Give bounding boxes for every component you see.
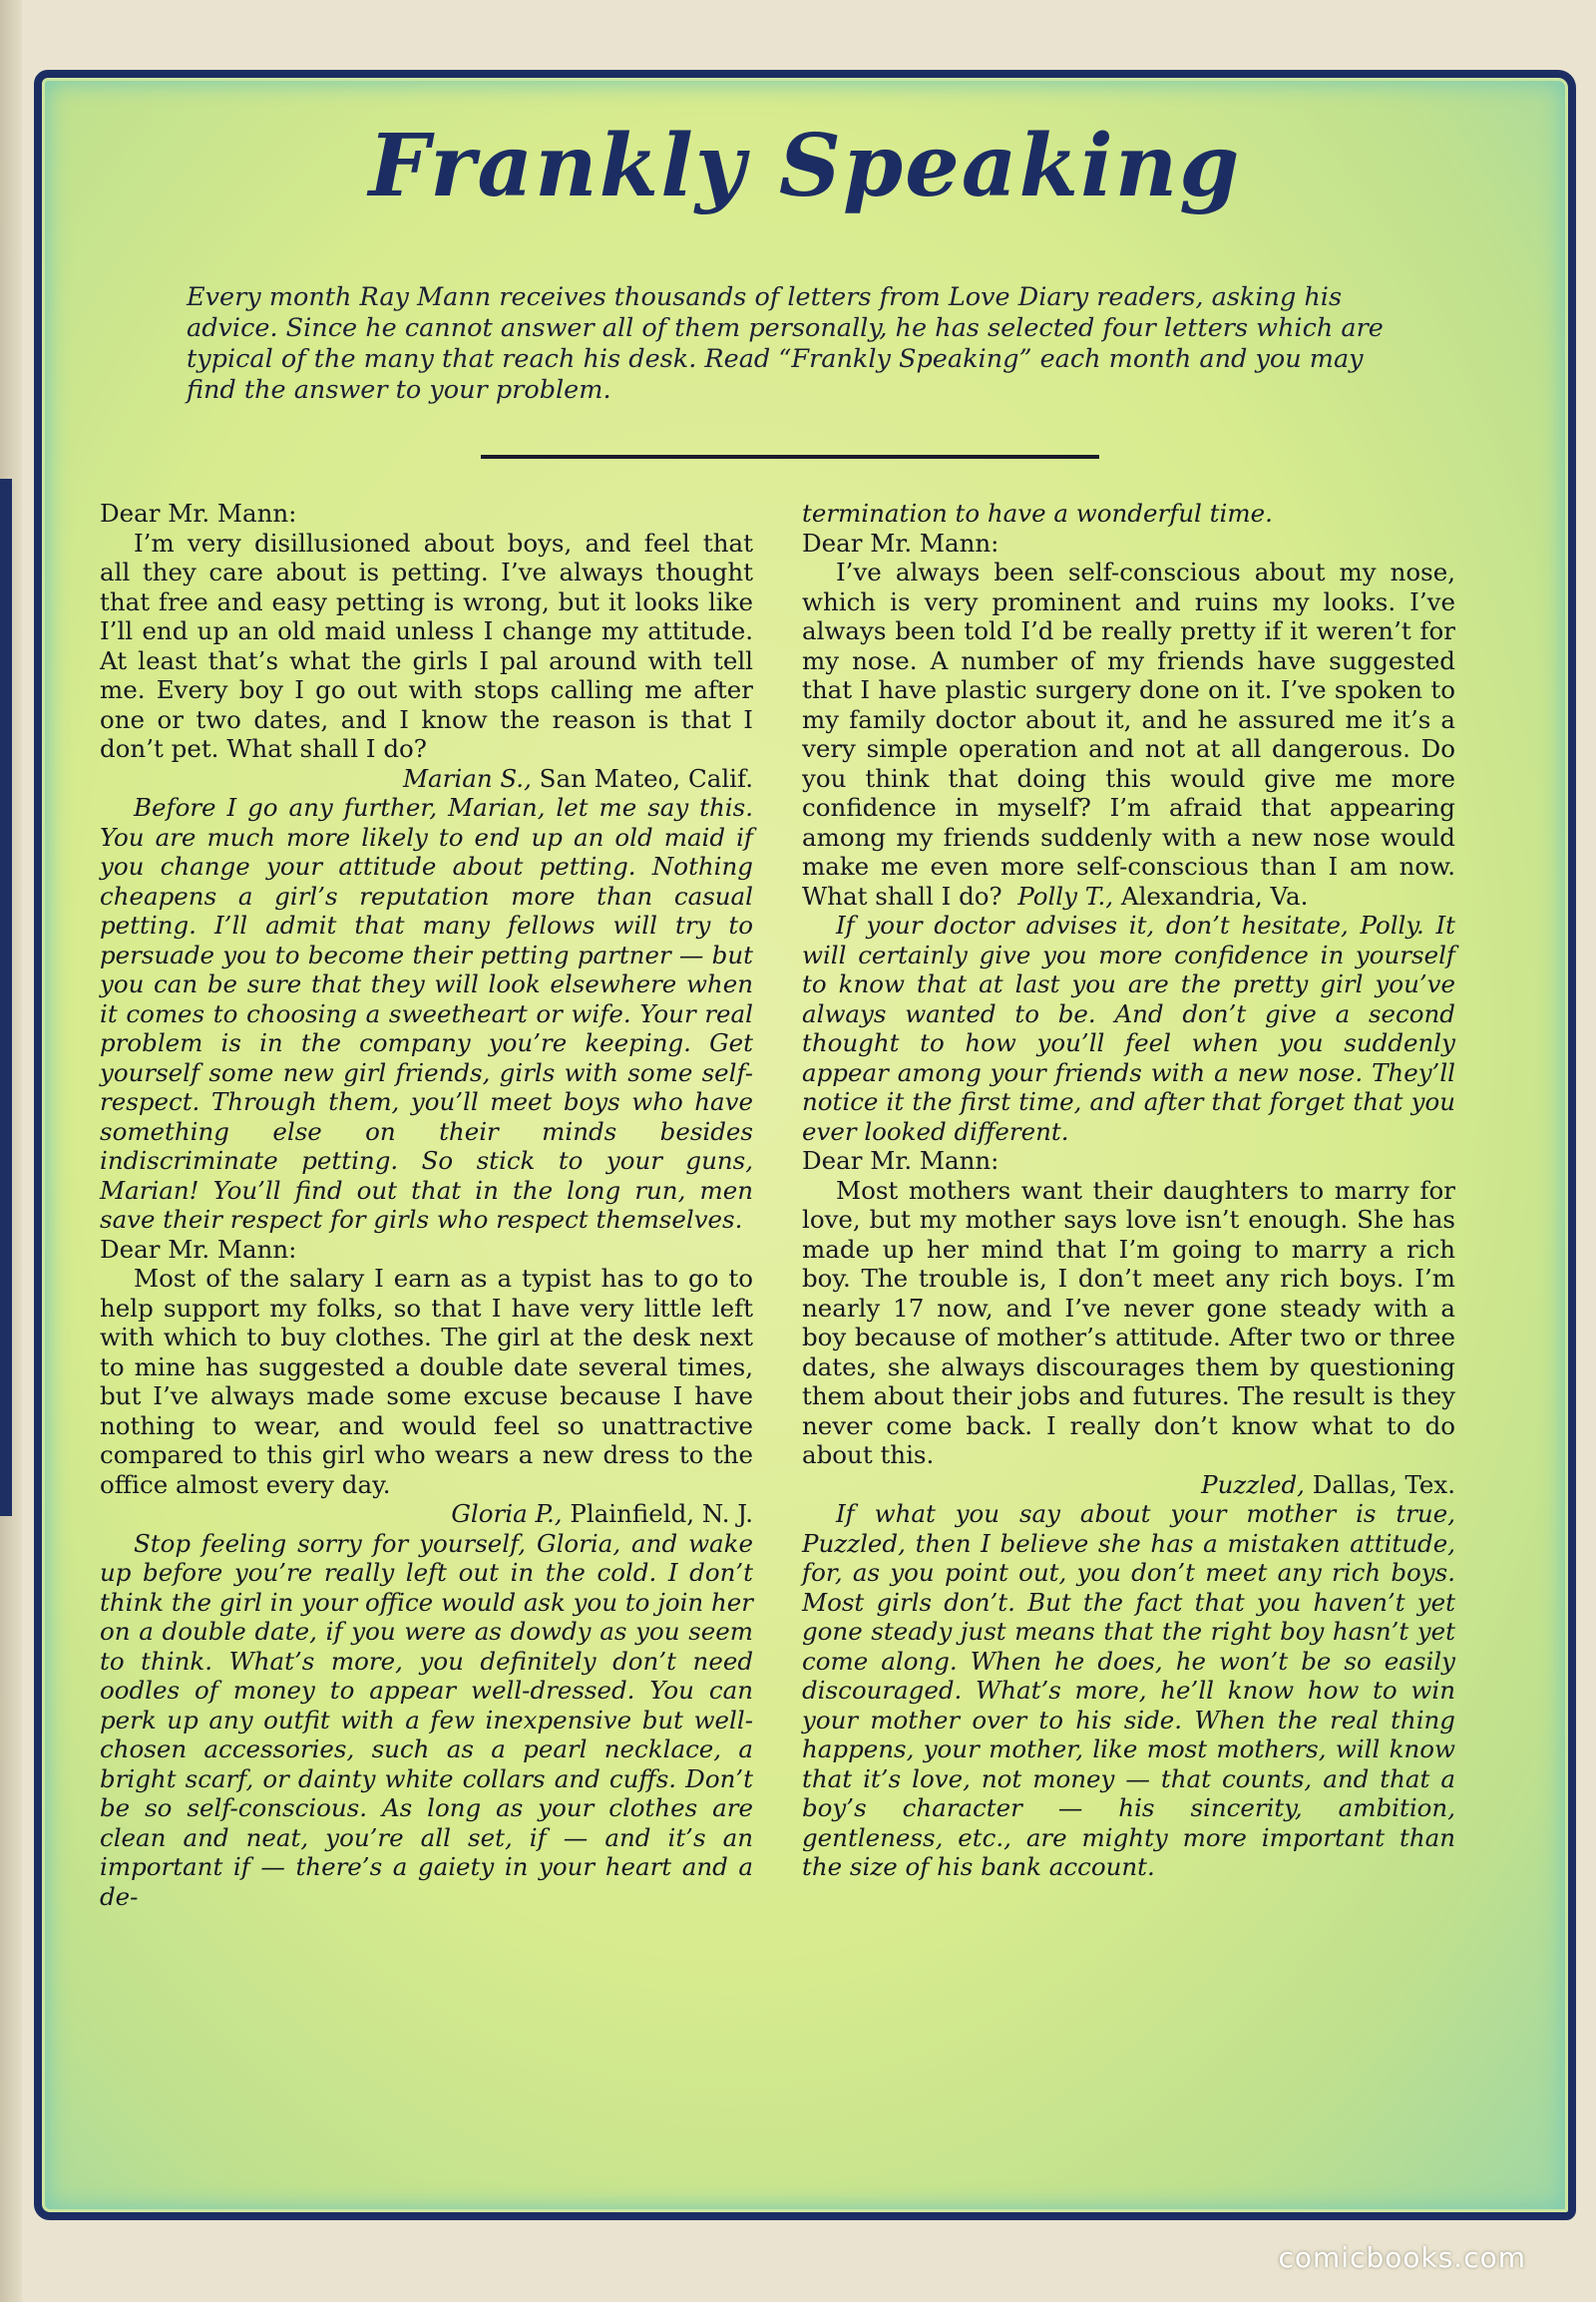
divider-rule <box>481 455 1099 459</box>
letter-body: Most mothers want their daughters to marry for love, but my mother says love isn’t enough. She has made up her mind that I’m going to marry a rich boy. The trouble is, I don’t meet any rich boys. I’m nearly 17 now, and I’ve never gone steady with a boy because of mother’s attitude. After two or three dates, she always discourages them by questioning them about their jobs and futures. The result is they never come back. I really don’t know what to do about this. <box>802 1175 1455 1469</box>
answer-paragraph: Stop feeling sorry for yourself, Gloria, and wake up before you’re really left out in the cold. I don’t think the girl in your office would ask you to join her on a double date, if you were as dowdy as you seem to think. What’s more, you definitely don’t need oodles of money to appear well-dressed. You can perk up any outfit with a few inexpensive but well-chosen accessories, such as a pearl necklace, a bright scarf, or dainty white collars and cuffs. Don’t be so self-conscious. As long as your clothes are clean and neat, you’re all set, if — and it’s an important if — there’s a gaiety in your heart and a de- <box>100 1528 753 1911</box>
signature <box>100 764 753 794</box>
letter-body: I’m very disillusioned about boys, and feel that all they care about is petting. I’ve always thought that free and easy petting is wrong, but it looks like I’ll end up an old maid unless I change my attitude. At least that’s what the girls I pal around with tell me. Every boy I go out with stops calling me after one or two dates, and I know the reason is that I don’t pet. What shall I do? <box>100 528 753 763</box>
article-panel <box>34 70 1576 2220</box>
salutation: Dear Mr. Mann: <box>802 528 999 558</box>
signature <box>100 1499 753 1529</box>
watermark-text: comicbooks.com <box>1278 2241 1526 2274</box>
signature-name: Gloria P., <box>451 1499 563 1528</box>
signature-name: Marian S., <box>402 763 532 793</box>
answer-paragraph: If what you say about your mother is true, Puzzled, then I believe she has a mistaken attitude, for, as you point out, you don’t meet any rich boys. Most girls don’t. But the fact that you haven’t yet gone steady just means that the right boy hasn’t yet come along. When he does, he won’t be so easily discouraged. What’s more, he’ll know how to win your mother over to his side. When the real thing happens, your mother, like most mothers, will know that it’s love, not money — that counts, and that a boy’s character — his sincerity, ambition, gentleness, etc., are mighty more important than the size of his bank account. <box>802 1499 1455 1881</box>
right-column <box>802 499 1455 1882</box>
letter-body: Most of the salary I earn as a typist has to go to help support my folks, so that I have very little left with which to buy clothes. The girl at the desk next to mine has suggested a double date several times, but I’ve always made some excuse because I have nothing to wear, and would feel so unattractive compared to this girl who wears a new dress to the office almost every day. <box>100 1264 753 1499</box>
answer-paragraph: If your doctor advises it, don’t hesitate, Polly. It will certainly give you more confidence in yourself to know that at last you are the pretty girl you’ve always wanted to be. And don’t give a second thought to how you’ll feel when you suddenly appear among your friends with a new nose. They’ll notice it the first time, and after that forget that you ever looked different. <box>802 911 1455 1146</box>
left-column <box>100 499 753 1911</box>
signature-place: Plainfield, N. J. <box>570 1499 753 1528</box>
answer-paragraph: Before I go any further, Marian, let me say this. You are much more likely to end up an old maid if you change your attitude about petting. Nothing cheapens a girl’s reputation more than casual petting. I’ll admit that many fellows will try to persuade you to become their petting partner — but you can be sure that they will look elsewhere when it comes to choosing a sweetheart or wife. Your real problem is in the company you’re keeping. Get yourself some new girl friends, girls with some self-respect. Through them, you’ll meet boys who have something else on their minds besides indiscriminate petting. So stick to your guns, Marian! You’ll find out that in the long run, men save their respect for girls who respect themselves. <box>100 793 753 1234</box>
signature <box>802 1470 1455 1500</box>
letter-body <box>802 558 1455 911</box>
adjacent-page-strip <box>0 479 12 1516</box>
letter-text: I’ve always been self-conscious about my nose, which is very prominent and ruins my looks. I’ve always been told I’d be really pretty if it weren’t for my nose. A number of my friends have suggested that I have plastic surgery done on it. I’ve spoken to my family doctor about it, and he assured me it’s a very simple operation and not at all dangerous. Do you think that doing this would give me more confidence in myself? I’m afraid that appearing among my friends suddenly with a new nose would make me even more self-conscious than I am now. What shall I do? <box>802 558 1455 911</box>
salutation: Dear Mr. Mann: <box>802 1146 999 1175</box>
signature-place: San Mateo, Calif. <box>539 763 753 793</box>
signature-place: Alexandria, Va. <box>1120 881 1309 911</box>
intro-paragraph: Every month Ray Mann receives thousands of letters from Love Diary readers, asking his advice. Since he cannot answer all of them personally, he has selected four letters which are typical of the many that reach his desk. Read “Frankly Speaking” each month and you may find the answer to your problem. <box>187 282 1384 405</box>
salutation: Dear Mr. Mann: <box>100 499 297 528</box>
answer-continuation: termination to have a wonderful time. <box>802 499 1273 528</box>
page-title: Frankly Speaking <box>368 116 1242 216</box>
signature-place: Dallas, Tex. <box>1312 1469 1455 1499</box>
signature-name: Puzzled, <box>1201 1469 1305 1499</box>
signature-name: Polly T., <box>1017 881 1114 911</box>
salutation: Dear Mr. Mann: <box>100 1234 297 1264</box>
